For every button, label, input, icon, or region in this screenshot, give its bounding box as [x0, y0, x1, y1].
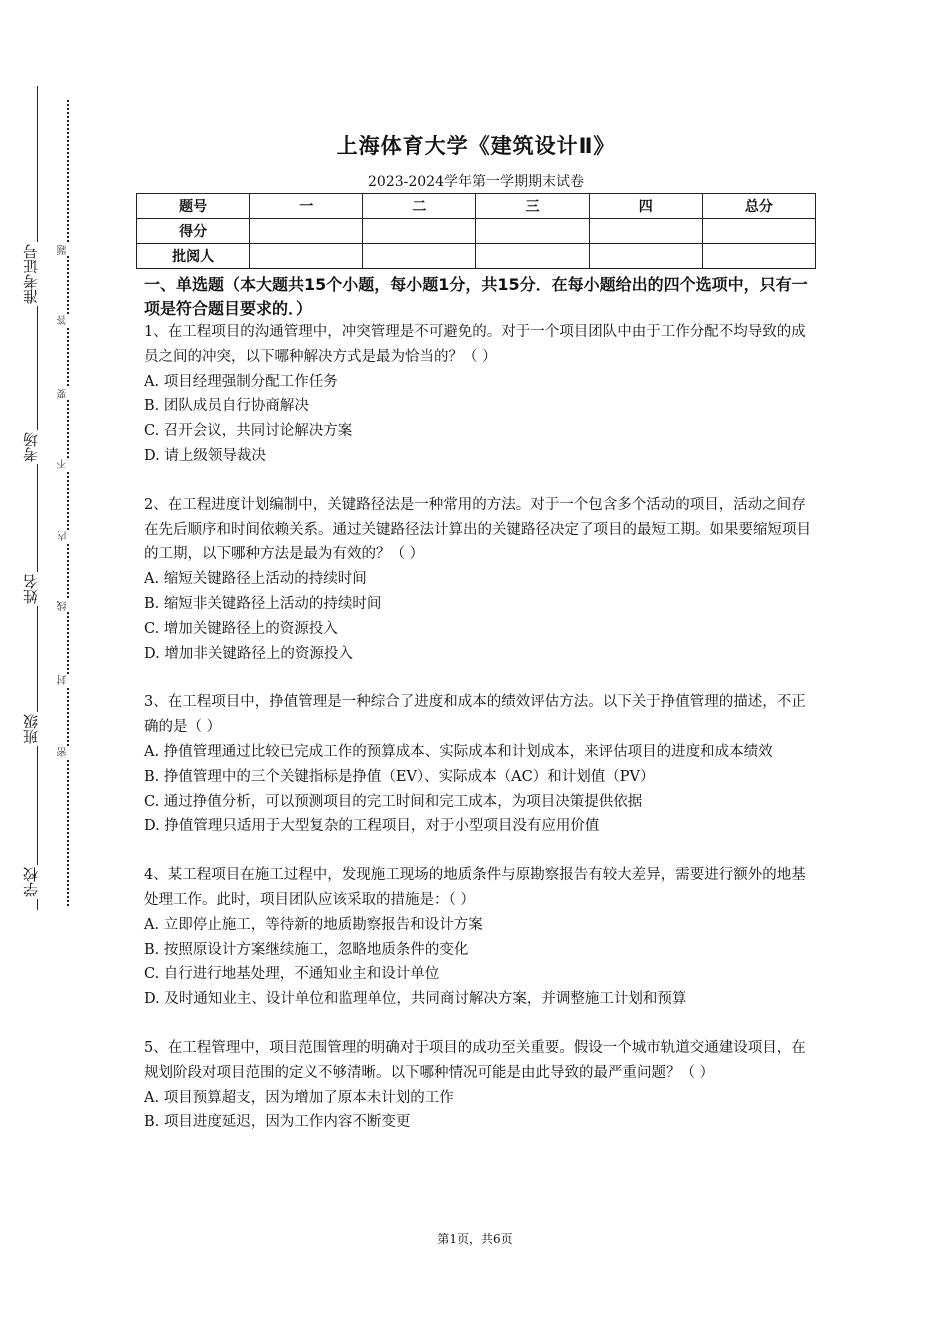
seal-char: 答 — [58, 314, 78, 326]
option-d: D. 挣值管理只适用于大型复杂的工程项目，对于小型项目没有应用价值 — [144, 818, 600, 835]
seal-char: 密 — [58, 746, 78, 758]
question-stem: 4、某工程项目在施工过程中，发现施工现场的地质条件与原勘察报告有较大差异，需要进行额外的地基处理工作。此时，项目团队应该采取的措施是：（ ） — [144, 867, 806, 908]
question-4 — [144, 863, 816, 1012]
score-row-label: 批阅人 — [137, 244, 250, 269]
question-3 — [144, 690, 816, 839]
seal-char: 不 — [58, 458, 78, 470]
option-c: C. 召开会议，共同讨论解决方案 — [144, 423, 353, 440]
section-heading: 一、单选题（本大题共15个小题，每小题1分，共15分．在每小题给出的四个选项中，只有一项是符合题目要求的．） — [144, 275, 808, 318]
score-table-row — [137, 219, 816, 244]
page-number: 第1页，共6页 — [437, 1232, 513, 1246]
seal-char: 内 — [58, 530, 78, 542]
field-exam-room-label: 考场 — [22, 430, 52, 464]
field-name-label: 姓名 — [22, 572, 52, 606]
field-class-label: 班级 — [22, 712, 52, 746]
score-table-header-cell: 二 — [363, 194, 476, 219]
score-cell[interactable] — [702, 219, 815, 244]
question-2 — [144, 493, 816, 667]
option-a: A. 缩短关键路径上活动的持续时间 — [144, 571, 367, 588]
seal-dotted-line — [67, 100, 69, 906]
option-b: B. 团队成员自行协商解决 — [144, 398, 309, 415]
question-5 — [144, 1036, 816, 1135]
option-b: B. 项目进度延迟，因为工作内容不断变更 — [144, 1114, 411, 1131]
field-exam-id-label: 准考证号 — [22, 242, 52, 306]
score-cell[interactable] — [476, 244, 589, 269]
score-cell[interactable] — [250, 244, 363, 269]
seal-char: 线 — [58, 600, 78, 612]
option-b: B. 缩短非关键路径上活动的持续时间 — [144, 595, 382, 612]
option-b: B. 挣值管理中的三个关键指标是挣值（EV）、实际成本（AC）和计划值（PV） — [144, 768, 655, 785]
option-b: B. 按照原设计方案继续施工，忽略地质条件的变化 — [144, 941, 469, 958]
option-c: C. 自行进行地基处理，不通知业主和设计单位 — [144, 966, 440, 983]
seal-char: 封 — [58, 674, 78, 686]
score-cell[interactable] — [589, 244, 702, 269]
question-stem: 3、在工程项目中，挣值管理是一种综合了进度和成本的绩效评估方法。以下关于挣值管理的描述，不正确的是（ ） — [144, 694, 806, 736]
option-d: D. 及时通知业主、设计单位和监理单位，共同商讨解决方案，并调整施工计划和预算 — [144, 991, 687, 1008]
option-c: C. 增加关键路径上的资源投入 — [144, 620, 338, 637]
option-a: A. 项目预算超支，因为增加了原本未计划的工作 — [144, 1089, 454, 1106]
score-cell[interactable] — [702, 244, 815, 269]
score-table-row — [137, 244, 816, 269]
score-table-header-cell: 总分 — [702, 194, 815, 219]
exam-title: 上海体育大学《建筑设计Ⅱ》 — [336, 134, 616, 158]
seal-char: 要 — [58, 388, 78, 400]
option-a: A. 立即停止施工，等待新的地质勘察报告和设计方案 — [144, 916, 483, 933]
field-school-label: 学校 — [22, 865, 52, 899]
option-a: A. 挣值管理通过比较已完成工作的预算成本、实际成本和计划成本，来评估项目的进度和成本绩效 — [144, 743, 773, 760]
question-stem: 1、在工程项目的沟通管理中，冲突管理是不可避免的。对于一个项目团队中由于工作分配不均导致的成员之间的冲突，以下哪种解决方式是最为恰当的？（ ） — [144, 324, 806, 365]
seal-char: 题 — [58, 244, 78, 256]
option-d: D. 增加非关键路径上的资源投入 — [144, 645, 353, 662]
option-a: A. 项目经理强制分配工作任务 — [144, 373, 338, 390]
score-table — [136, 193, 816, 269]
score-cell[interactable] — [476, 219, 589, 244]
score-cell[interactable] — [250, 219, 363, 244]
question-stem: 2、在工程进度计划编制中，关键路径法是一种常用的方法。对于一个包含多个活动的项目，活动之间存在先后顺序和时间依赖关系。通过关键路径法计算出的关键路径决定了项目的最短工期。如果要缩短项目的工期，以下哪种方法是最为有效的？（ ） — [144, 496, 811, 563]
score-cell[interactable] — [363, 219, 476, 244]
question-1 — [144, 320, 816, 469]
score-cell[interactable] — [589, 219, 702, 244]
option-c: C. 通过挣值分析，可以预测项目的完工时间和完工成本，为项目决策提供依据 — [144, 793, 643, 810]
option-d: D. 请上级领导裁决 — [144, 447, 266, 464]
score-table-header-cell: 四 — [589, 194, 702, 219]
score-table-header-cell: 一 — [250, 194, 363, 219]
question-stem: 5、在工程管理中，项目范围管理的明确对于项目的成功至关重要。假设一个城市轨道交通建设项目，在规划阶段对项目范围的定义不够清晰。以下哪种情况可能是由此导致的最严重问题？（ ） — [144, 1039, 806, 1081]
score-table-header-cell: 题号 — [137, 194, 250, 219]
question-list — [144, 320, 816, 1159]
score-table-header-row — [137, 194, 816, 219]
score-cell[interactable] — [363, 244, 476, 269]
exam-subtitle: 2023-2024学年第一学期期末试卷 — [368, 174, 584, 190]
binding-line — [37, 86, 38, 910]
score-row-label: 得分 — [137, 219, 250, 244]
score-table-header-cell: 三 — [476, 194, 589, 219]
